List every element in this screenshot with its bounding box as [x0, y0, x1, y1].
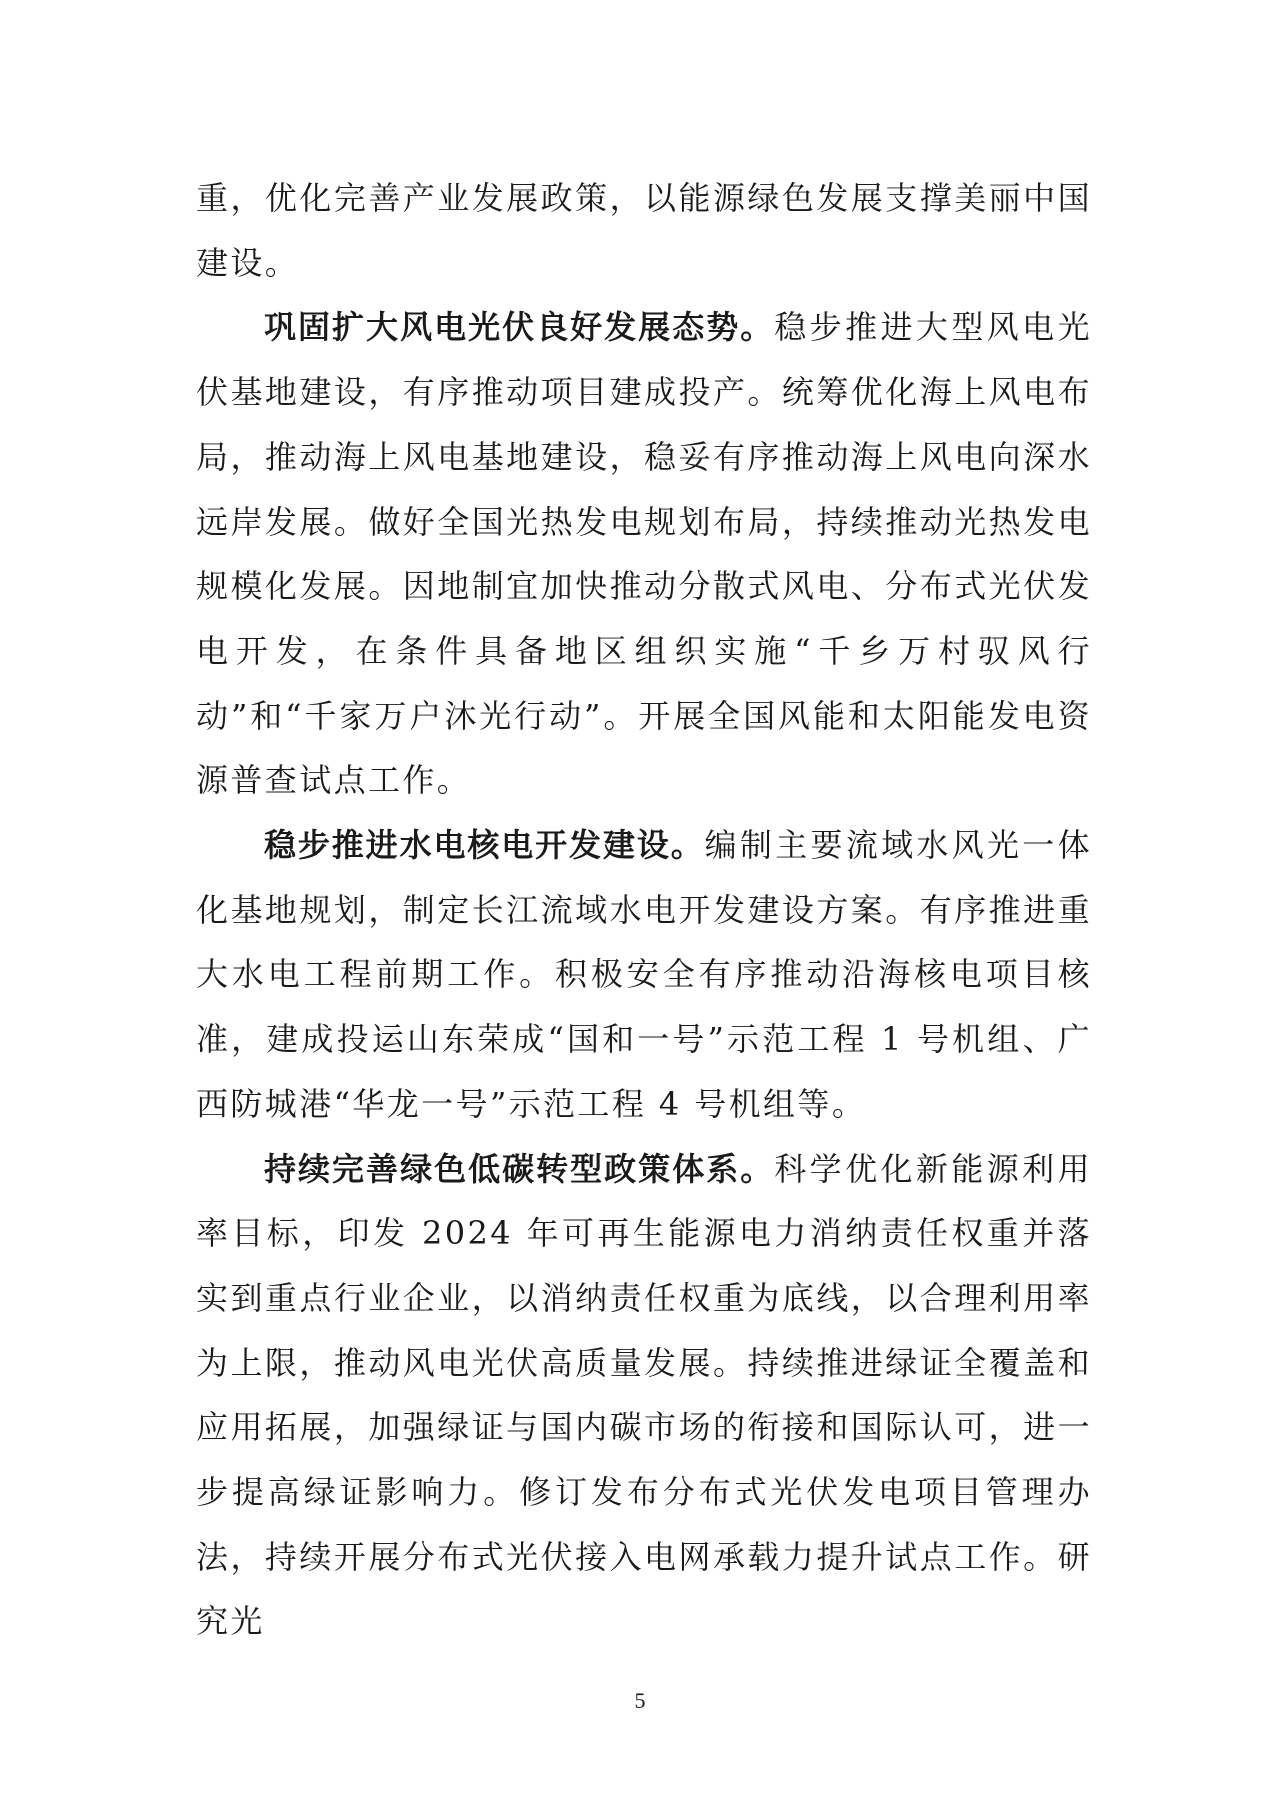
body-text	[196, 166, 1092, 1654]
paragraph-heading: 巩固扩大风电光伏良好发展态势。	[264, 308, 775, 347]
paragraph-heading: 持续完善绿色低碳转型政策体系。	[264, 1149, 775, 1188]
paragraph-heading: 稳步推进水电核电开发建设。	[264, 826, 705, 865]
paragraph-text: 稳步推进大型风电光伏基地建设，有序推动项目建成投产。统筹优化海上风电布局，推动海上风电基地建设，稳妥有序推动海上风电向深水远岸发展。做好全国光热发电规划布局，持续推动光热发电规模化发展。因地制宜加快推动分散式风电、分布式光伏发电开发，在条件具备地区组织实施“千乡万村驭风行动”和“千家万户沐光行动”。开展全国风能和太阳能发电资源普查试点工作。	[196, 308, 1092, 800]
paragraph-wind-solar	[196, 295, 1092, 813]
paragraph-continuation	[196, 166, 1092, 295]
paragraph-text: 重，优化完善产业发展政策，以能源绿色发展支撑美丽中国建设。	[196, 179, 1092, 282]
paragraph-text: 编制主要流域水风光一体化基地规划，制定长江流域水电开发建设方案。有序推进重大水电工程前期工作。积极安全有序推动沿海核电项目核准，建成投运山东荣成“国和一号”示范工程 1 号机组、广西防城港“华龙一号”示范工程 4 号机组等。	[196, 826, 1092, 1123]
paragraph-hydro-nuclear	[196, 813, 1092, 1137]
paragraph-text: 科学优化新能源利用率目标，印发 2024 年可再生能源电力消纳责任权重并落实到重点行业企业，以消纳责任权重为底线，以合理利用率为上限，推动风电光伏高质量发展。持续推进绿证全覆盖和应用拓展，加强绿证与国内碳市场的衔接和国际认可，进一步提高绿证影响力。修订发布分布式光伏发电项目管理办法，持续开展分布式光伏接入电网承载力提升试点工作。研究光	[196, 1149, 1092, 1641]
page-number: 5	[634, 1688, 646, 1713]
paragraph-policy	[196, 1137, 1092, 1655]
